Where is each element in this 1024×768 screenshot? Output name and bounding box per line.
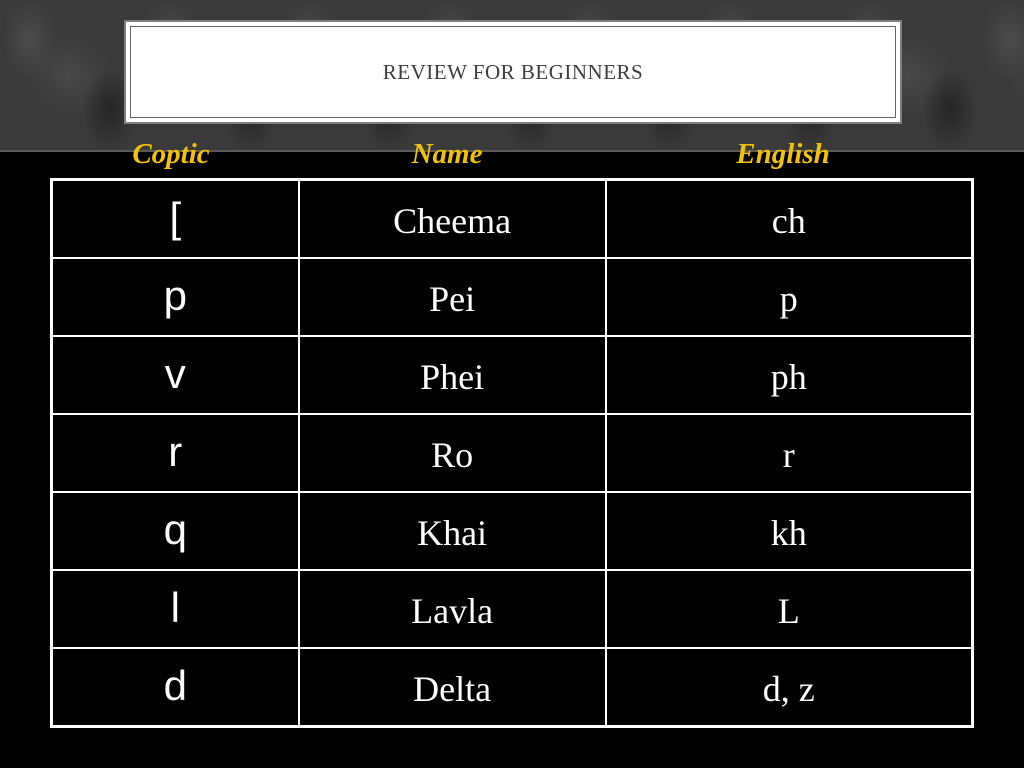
coptic-cell [52, 570, 299, 648]
coptic-letter: v [164, 350, 186, 397]
english-equivalent: ph [770, 357, 807, 397]
name-cell [299, 648, 606, 727]
name-cell [299, 570, 606, 648]
english-cell [606, 492, 973, 570]
coptic-letter: r [168, 428, 183, 475]
english-cell [606, 258, 973, 336]
table-row [52, 180, 973, 259]
letter-name: Delta [413, 669, 492, 709]
letter-name: Khai [417, 513, 488, 553]
coptic-letter: d [163, 662, 187, 709]
english-cell [606, 570, 973, 648]
coptic-cell [52, 180, 299, 259]
column-header-coptic: Coptic [132, 138, 210, 170]
coptic-cell [52, 336, 299, 414]
letter-name: Phei [420, 357, 485, 397]
coptic-cell [52, 648, 299, 727]
name-cell [299, 180, 606, 259]
letter-name: Lavla [411, 591, 494, 631]
english-equivalent: d, z [762, 669, 815, 709]
name-cell [299, 414, 606, 492]
slide-title: REVIEW FOR BEGINNERS [382, 59, 644, 84]
column-header-english: English [736, 138, 830, 170]
table-row [52, 492, 973, 570]
table-row [52, 570, 973, 648]
letter-name: Ro [431, 435, 474, 475]
table-row [52, 258, 973, 336]
table-row [52, 336, 973, 414]
english-cell [606, 180, 973, 259]
column-header-name: Name [411, 138, 483, 170]
english-cell [606, 336, 973, 414]
coptic-letter: q [163, 506, 187, 553]
table-row [52, 414, 973, 492]
english-equivalent: kh [770, 513, 807, 553]
coptic-cell [52, 414, 299, 492]
name-cell [299, 492, 606, 570]
table-row [52, 648, 973, 727]
english-equivalent: p [779, 279, 798, 319]
english-equivalent: r [782, 435, 795, 475]
english-cell [606, 414, 973, 492]
name-cell [299, 258, 606, 336]
letter-name: Cheema [393, 201, 512, 241]
coptic-letter: [ [169, 194, 182, 241]
letters-table [50, 178, 974, 728]
title-box [124, 20, 902, 124]
coptic-letter: p [163, 272, 187, 319]
name-cell [299, 336, 606, 414]
english-equivalent: L [777, 591, 800, 631]
coptic-cell [52, 258, 299, 336]
coptic-cell [52, 492, 299, 570]
coptic-letter: l [170, 584, 180, 631]
english-cell [606, 648, 973, 727]
english-equivalent: ch [771, 201, 806, 241]
letter-name: Pei [429, 279, 476, 319]
